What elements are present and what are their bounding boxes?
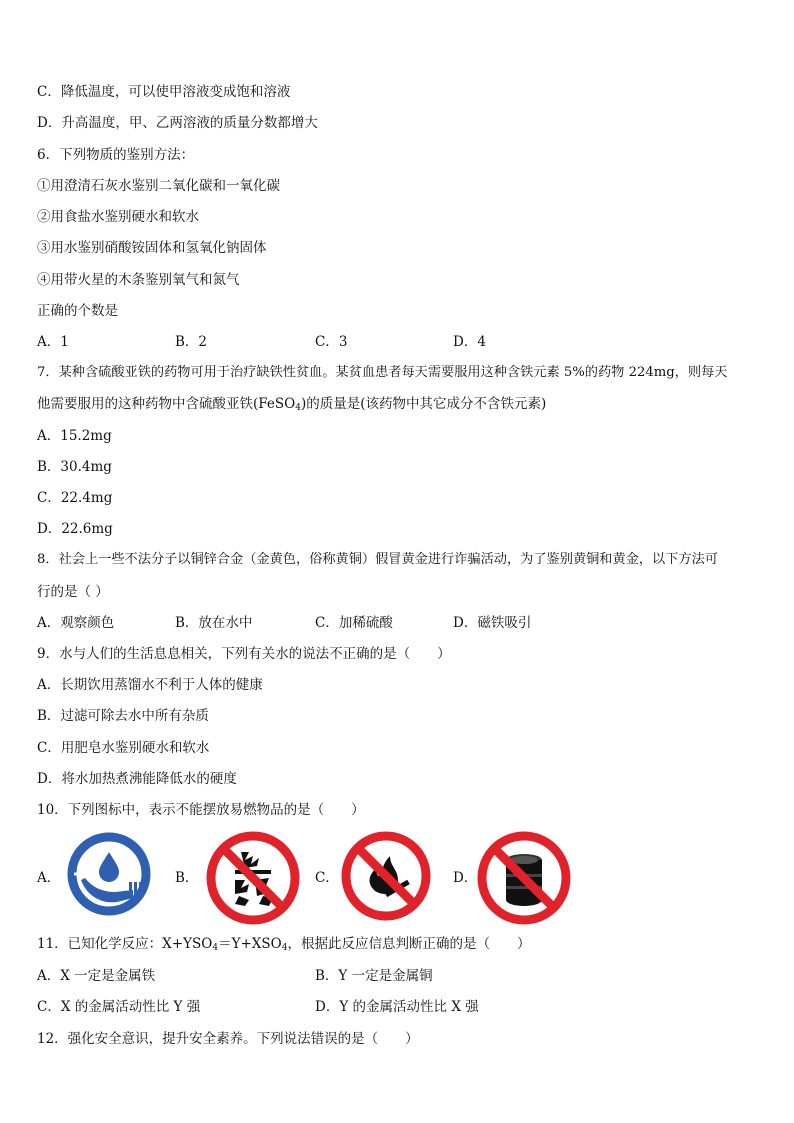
q7-subscript: 4 xyxy=(295,403,301,413)
q10-label-b: B． xyxy=(175,870,199,886)
water-saving-icon xyxy=(67,832,151,916)
q8-option-a: A．观察颜色 xyxy=(37,615,115,631)
q11-text-part1: 11．已知化学反应：X+YSO xyxy=(37,936,213,952)
q8-stem-line1: 8．社会上一些不法分子以铜锌合金（金黄色，俗称黄铜）假冒黄金进行诈骗活动，为了鉴别黄铜和黄金，以下方法可 xyxy=(37,552,718,567)
q7-stem-line2 xyxy=(37,395,546,417)
q7-option-a: A．15.2mg xyxy=(37,428,112,444)
q7-stem-line1: 7．某种含硫酸亚铁的药物可用于治疗缺铁性贫血。某贫血患者每天需要服用这种含铁元素 5%的药物 224mg，则每天 xyxy=(37,365,728,380)
q8-option-c: C．加稀硫酸 xyxy=(315,615,393,631)
q6-option-c: C．3 xyxy=(315,334,348,350)
q6-stem: 6．下列物质的鉴别方法： xyxy=(37,147,195,163)
q9-stem: 9．水与人们的生活息息相关，下列有关水的说法不正确的是（ ） xyxy=(37,646,451,662)
no-oil-drum-icon xyxy=(476,830,572,926)
q10-label-a: A． xyxy=(37,870,61,886)
q6-item-2: ②用食盐水鉴别硬水和软水 xyxy=(37,209,199,225)
q7-option-d: D．22.6mg xyxy=(37,521,113,537)
q6-option-a: A．1 xyxy=(37,334,69,350)
q6-item-3: ③用水鉴别硝酸铵固体和氢氧化钠固体 xyxy=(37,240,267,256)
q8-stem-line2: 行的是（ ） xyxy=(37,584,109,600)
q6-option-b: B．2 xyxy=(175,334,208,350)
q10-stem: 10．下列图标中，表示不能摆放易燃物品的是（ ） xyxy=(37,802,365,818)
q10-label-c: C． xyxy=(315,870,339,886)
q8-option-d: D．磁铁吸引 xyxy=(453,615,532,631)
q6-item-1: ①用澄清石灰水鉴别二氧化碳和一氧化碳 xyxy=(37,178,280,194)
q11-stem xyxy=(37,935,530,957)
q11-option-d: D．Y 的金属活动性比 X 强 xyxy=(315,999,479,1015)
q10-label-d: D． xyxy=(453,870,478,886)
q7-option-c: C．22.4mg xyxy=(37,490,113,506)
no-fire-icon xyxy=(340,830,432,922)
q9-option-a: A．长期饮用蒸馏水不利于人体的健康 xyxy=(37,677,263,693)
q6-option-d: D．4 xyxy=(453,334,486,350)
q9-option-c: C．用肥皂水鉴别硬水和软水 xyxy=(37,740,210,756)
q12-stem: 12．强化安全意识，提升安全素养。下列说法错误的是（ ） xyxy=(37,1031,419,1047)
q6-item-4: ④用带火星的木条鉴别氧气和氮气 xyxy=(37,272,240,288)
q11-subscript-1: 4 xyxy=(212,943,219,953)
q11-text-part2: ＝Y+XSO xyxy=(218,936,282,952)
q11-option-c: C．X 的金属活动性比 Y 强 xyxy=(37,999,201,1015)
q11-option-a: A．X 一定是金属铁 xyxy=(37,968,156,984)
q7-option-b: B．30.4mg xyxy=(37,459,112,475)
q11-option-b: B．Y 一定是金属铜 xyxy=(315,968,433,984)
q9-option-b: B．过滤可除去水中所有杂质 xyxy=(37,708,209,724)
q11-text-part3: ，根据此反应信息判断正确的是（ ） xyxy=(287,936,531,952)
q8-option-b: B．放在水中 xyxy=(175,615,253,631)
q5-option-c: C．降低温度，可以使甲溶液变成饱和溶液 xyxy=(37,84,291,100)
q11-subscript-2: 4 xyxy=(281,943,288,953)
q7-text-part2: )的质量是(该药物中其它成分不含铁元素) xyxy=(300,396,547,412)
q7-text-part1: 他需要服用的这种药物中含硫酸亚铁(FeSO xyxy=(37,396,296,412)
q9-option-d: D．将水加热煮沸能降低水的硬度 xyxy=(37,771,237,787)
q6-tail: 正确的个数是 xyxy=(37,303,118,319)
no-combustible-materials-icon xyxy=(205,830,301,926)
q5-option-d: D．升高温度，甲、乙两溶液的质量分数都增大 xyxy=(37,115,318,131)
